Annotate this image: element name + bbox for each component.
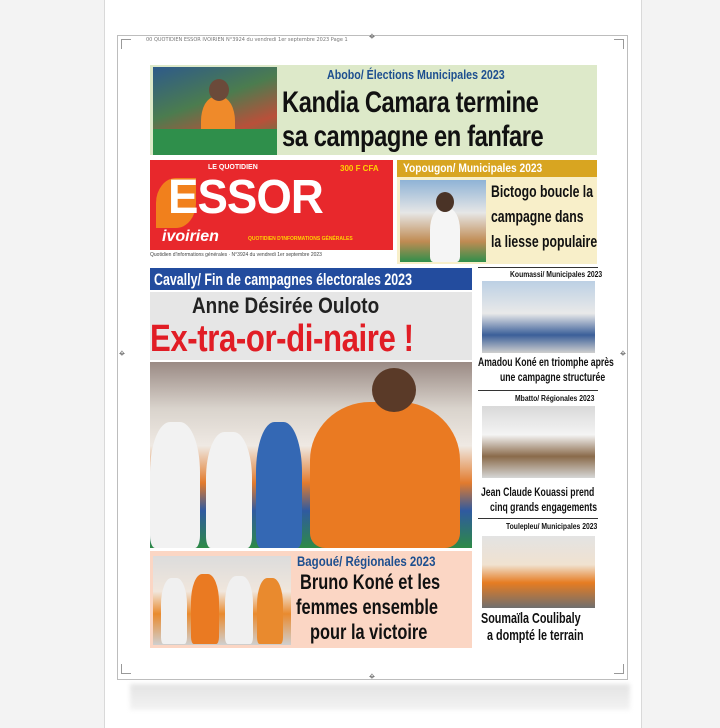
bagoue-title-line3: pour la victoire xyxy=(310,621,428,644)
masthead-subline: Quotidien d'informations générales · N°3924 du vendredi 1er septembre 2023 xyxy=(150,252,322,258)
masthead-price: 300 F CFA xyxy=(340,164,379,173)
lead-kicker: Cavally/ Fin de campagnes électorales 2023 xyxy=(154,270,412,289)
bagoue-title-line2: femmes ensemble xyxy=(296,596,439,619)
right-story2-caption-line1: Jean Claude Kouassi prend xyxy=(481,485,595,499)
yopougon-title-line2: campagne dans xyxy=(491,207,584,226)
registration-mark-icon: ⌖ xyxy=(619,348,627,360)
registration-mark-icon: ⌖ xyxy=(368,671,376,683)
lead-name: Anne Désirée Ouloto xyxy=(192,293,380,318)
crop-mark-icon xyxy=(121,39,131,49)
right-column-divider xyxy=(478,518,598,519)
registration-mark-icon: ⌖ xyxy=(118,348,126,360)
bagoue-photo xyxy=(153,556,291,645)
crop-mark-icon xyxy=(121,664,131,674)
masthead-le-quotidien: LE QUOTIDIEN xyxy=(208,164,258,171)
lead-photo xyxy=(150,362,472,548)
bagoue-title-line1: Bruno Koné et les xyxy=(300,571,441,594)
masthead-title: ESSOR xyxy=(168,171,323,224)
crop-mark-icon xyxy=(614,39,624,49)
right-column-divider xyxy=(478,267,598,268)
yopougon-title-line1: Bictogo boucle la xyxy=(491,182,594,201)
right-story2-kicker: Mbatto/ Régionales 2023 xyxy=(515,394,595,403)
right-story1-caption-line1: Amadou Koné en triomphe après xyxy=(478,355,614,369)
crop-mark-icon xyxy=(614,664,624,674)
right-story1-caption-line2: une campagne structurée xyxy=(500,370,606,384)
yopougon-photo xyxy=(400,180,486,262)
right-story1-kicker: Koumassi/ Municipales 2023 xyxy=(510,270,603,279)
yopougon-title-line3: la liesse populaire xyxy=(491,232,598,251)
registration-mark-icon: ⌖ xyxy=(368,31,376,43)
lead-kicker-bar xyxy=(150,268,472,290)
right-story3-kicker: Toulepleu/ Municipales 2023 xyxy=(506,522,598,531)
top-story-kicker: Abobo/ Élections Municipales 2023 xyxy=(327,67,505,82)
page-shadow xyxy=(130,684,630,710)
right-column-divider xyxy=(478,390,598,391)
right-story1-photo xyxy=(482,281,595,353)
top-story-title-line1: Kandia Camara termine xyxy=(282,86,539,119)
masthead-ivoirien: ivoirien xyxy=(162,228,219,245)
right-story3-caption-line1: Soumaïla Coulibaly xyxy=(481,610,581,627)
right-story3-caption-line2: a dompté le terrain xyxy=(487,627,584,644)
right-story2-caption-line2: cinq grands engagements xyxy=(490,500,598,514)
top-story-title-line2: sa campagne en fanfare xyxy=(282,120,544,153)
bagoue-kicker: Bagoué/ Régionales 2023 xyxy=(297,553,436,569)
right-story2-photo xyxy=(482,406,595,478)
lead-title: Ex-tra-or-di-naire ! xyxy=(150,318,414,360)
masthead xyxy=(150,160,393,258)
yopougon-kicker: Yopougon/ Municipales 2023 xyxy=(403,161,543,175)
masthead-tagline: QUOTIDIEN D'INFORMATIONS GÉNÉRALES xyxy=(248,236,353,242)
right-story3-photo xyxy=(482,536,595,608)
top-story-photo xyxy=(153,67,277,155)
print-header: 00 QUOTIDIEN ESSOR IVOIRIEN N°3924 du vendredi 1er septembre 2023 Page 1 xyxy=(146,37,348,43)
yopougon-kicker-bar xyxy=(397,160,597,177)
